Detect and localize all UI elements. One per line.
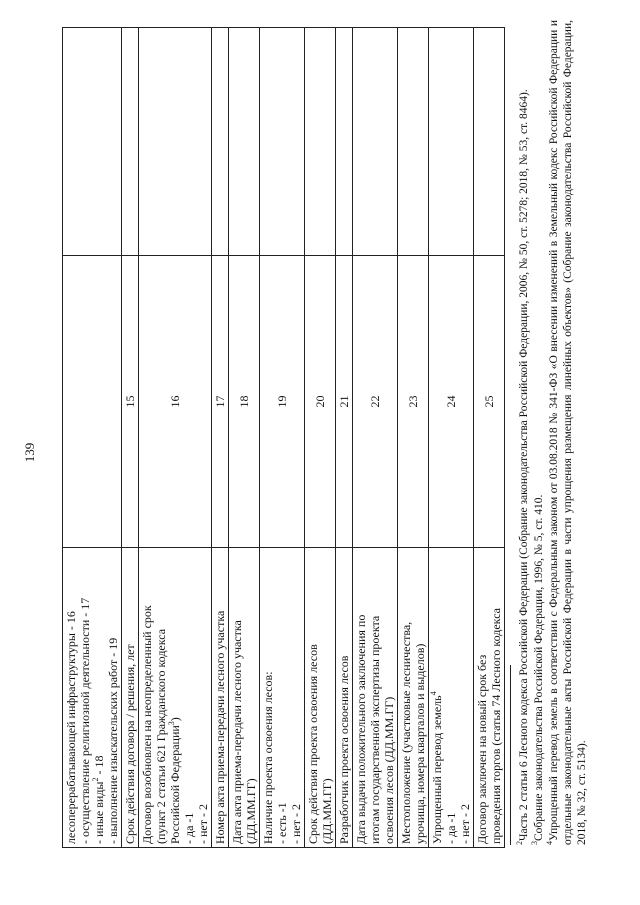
footnote-2 bbox=[517, 20, 531, 845]
row-code: 21 bbox=[336, 256, 353, 548]
footnote-mark: 3 bbox=[167, 721, 176, 726]
row-label-line: - да -1 bbox=[444, 812, 458, 844]
table-row bbox=[398, 28, 429, 848]
footnote-mark: 2 bbox=[515, 841, 525, 845]
row-code: 20 bbox=[305, 256, 336, 548]
row-value-cell bbox=[139, 28, 212, 256]
row-label-line: лесоперерабатывающей инфраструктуры - 16 bbox=[64, 611, 78, 844]
row-label-line: Срок действия договора / решения, лет bbox=[123, 644, 137, 844]
row-value-cell bbox=[305, 28, 336, 256]
row-value-cell bbox=[229, 28, 260, 256]
row-value-cell bbox=[429, 28, 474, 256]
table-row bbox=[260, 28, 305, 848]
row-code: 18 bbox=[229, 256, 260, 548]
row-label-line: - осуществление религиозной деятельности - 17 bbox=[78, 597, 92, 844]
table-row bbox=[305, 28, 336, 848]
row-value-cell bbox=[353, 28, 398, 256]
row-label-line: итогам государственной экспертизы проекта bbox=[368, 615, 382, 844]
row-label bbox=[305, 548, 336, 848]
row-value-cell bbox=[336, 28, 353, 256]
footnote-text: Часть 2 статьи 6 Лесного кодекса Российской Федерации (Собрание законодательства Российской Федерации, 2006, № 50, ст. 5278; 2018, № 53, ст. 8464). bbox=[518, 89, 530, 841]
row-label-line: Российской Федерации$^3$) bbox=[167, 717, 182, 844]
row-code bbox=[63, 256, 122, 548]
footnote-mark: 3 bbox=[530, 841, 540, 845]
table-row bbox=[122, 28, 139, 848]
row-label-line: Договор заключен на новый срок без bbox=[475, 654, 489, 844]
footnote-mark: 4 bbox=[545, 841, 555, 845]
row-value-cell bbox=[260, 28, 305, 256]
row-code: 23 bbox=[398, 256, 429, 548]
row-value-cell bbox=[63, 28, 122, 256]
row-label-line: - нет - 2 bbox=[196, 804, 210, 844]
footnote-rule bbox=[510, 665, 511, 845]
row-label bbox=[139, 548, 212, 848]
row-value-cell bbox=[398, 28, 429, 256]
row-label-line: Разработчик проекта освоения лесов bbox=[337, 655, 351, 844]
row-label-line: - нет - 2 bbox=[289, 804, 303, 844]
footnote-text: Собрание законодательства Российской Федерации, 1996, № 5, ст. 410. bbox=[533, 494, 545, 841]
row-value-cell bbox=[474, 28, 505, 256]
table-row bbox=[63, 28, 122, 848]
row-label-line: проведения торгов (статья 74 Лесного кодекса bbox=[489, 607, 503, 844]
row-code: 25 bbox=[474, 256, 505, 548]
row-label bbox=[212, 548, 229, 848]
table-row bbox=[429, 28, 474, 848]
row-label-line: (ДД.ММ.ГГ) bbox=[320, 778, 334, 844]
footnote-mark: 2 bbox=[91, 777, 100, 782]
row-label bbox=[353, 548, 398, 848]
row-code: 16 bbox=[139, 256, 212, 548]
row-label bbox=[63, 548, 122, 848]
row-label-line: урочища, номера кварталов и выделов) bbox=[413, 643, 427, 844]
row-label bbox=[122, 548, 139, 848]
footnote-4 bbox=[547, 20, 589, 845]
row-label-line: - иные виды$^2$ - 18 bbox=[91, 755, 106, 844]
footnote-mark: 4 bbox=[429, 691, 438, 696]
row-code: 22 bbox=[353, 256, 398, 548]
table-row bbox=[336, 28, 353, 848]
row-label-line: - есть -1 bbox=[275, 802, 289, 844]
row-label-line: Местоположение (участковые лесничества, bbox=[399, 621, 413, 844]
page-number: 139 bbox=[22, 442, 37, 463]
row-label bbox=[398, 548, 429, 848]
row-value-cell bbox=[212, 28, 229, 256]
row-label-line: (пункт 2 статьи 621 Гражданского кодекса bbox=[154, 628, 168, 844]
row-label-line: Дата выдачи положительного заключения по bbox=[354, 614, 368, 844]
row-label-line: (ДД.ММ.ГГ) bbox=[244, 778, 258, 844]
row-label-line: - выполнение изыскательских работ - 19 bbox=[106, 637, 120, 844]
form-table bbox=[62, 27, 505, 848]
footnotes bbox=[510, 20, 590, 845]
footnote-text: Упрощенный перевод земель в соответствии с Федеральным законом от 03.08.2018 № 341-ФЗ «О внесении изменений в Земельный кодекс Российской Федерации и отдельные законодательные акты Российской Федерации в части упрощения размещения линейных объектов» (Собрание законодательства Российской Федерации, 2018, № 32, ст. 5134). bbox=[548, 20, 588, 845]
table-row bbox=[212, 28, 229, 848]
row-label-line: Упрощенный перевод земель$^4$ bbox=[429, 691, 444, 844]
row-code: 17 bbox=[212, 256, 229, 548]
table-row bbox=[474, 28, 505, 848]
row-code: 19 bbox=[260, 256, 305, 548]
row-code: 24 bbox=[429, 256, 474, 548]
row-code: 15 bbox=[122, 256, 139, 548]
row-label bbox=[429, 548, 474, 848]
row-label bbox=[229, 548, 260, 848]
row-label-line: Номер акта приема-передачи лесного участка bbox=[213, 610, 227, 844]
row-label-line: - да -1 bbox=[182, 812, 196, 844]
table-row bbox=[229, 28, 260, 848]
row-label-line: Договор возобновлен на неопределенный срок bbox=[140, 605, 154, 844]
row-label-line: Срок действия проекта освоения лесов bbox=[306, 644, 320, 844]
row-label bbox=[336, 548, 353, 848]
row-label-line: Дата акта приема-передачи лесного участка bbox=[230, 620, 244, 844]
row-label-line: Наличие проекта освоения лесов: bbox=[261, 671, 275, 844]
table-row bbox=[139, 28, 212, 848]
row-label bbox=[260, 548, 305, 848]
row-value-cell bbox=[122, 28, 139, 256]
footnote-3 bbox=[532, 20, 546, 845]
table-row bbox=[353, 28, 398, 848]
row-label bbox=[474, 548, 505, 848]
row-label-line: - нет - 2 bbox=[458, 804, 472, 844]
row-label-line: освоения лесов (ДД.ММ.ГГ) bbox=[382, 696, 396, 844]
